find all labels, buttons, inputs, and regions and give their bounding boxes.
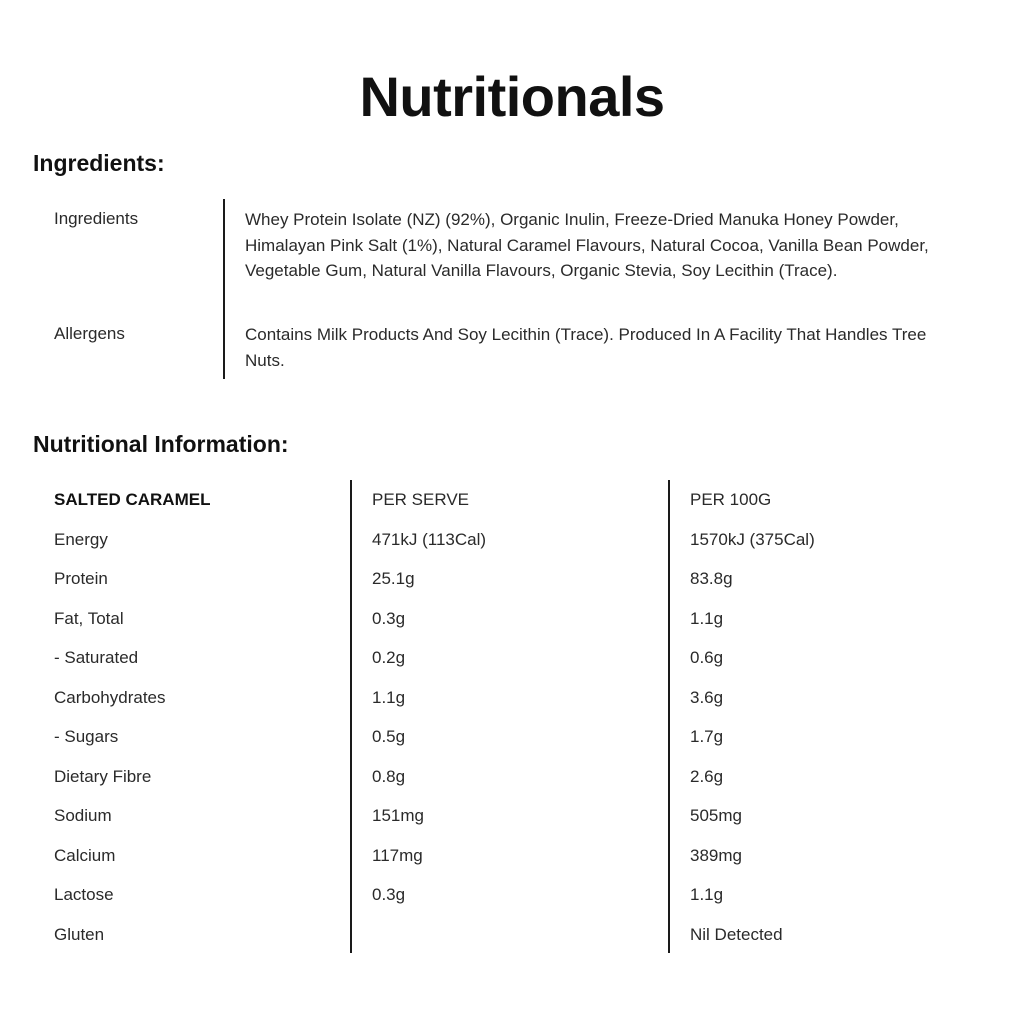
per-100g-value: Nil Detected (690, 924, 783, 944)
per-serve-value: 0.3g (372, 608, 406, 628)
page-title: Nutritionals (359, 65, 665, 128)
per-100g-value: 1570kJ (375Cal) (690, 529, 815, 549)
per-100g-value: 2.6g (690, 766, 724, 786)
per-100g-value: 505mg (690, 806, 742, 825)
per-serve-value: 25.1g (372, 569, 415, 588)
table-row (0, 640, 1024, 680)
per-serve-value: 471kJ (113Cal) (372, 529, 487, 549)
ingredients-divider (223, 199, 225, 379)
nutrient-name: - Sugars (54, 727, 119, 746)
per-serve-value: 117mg (372, 845, 423, 865)
allergens-row-label: Allergens (54, 324, 125, 343)
ingredients-heading: Ingredients: (33, 150, 165, 176)
nutrition-heading: Nutritional Information: (33, 431, 289, 457)
per-100g-value: 389mg (690, 845, 742, 865)
per-serve-value: 0.5g (372, 727, 406, 746)
nutrient-name: Energy (54, 529, 108, 549)
table-row (0, 759, 1024, 799)
per-100g-value: 0.6g (690, 648, 724, 667)
table-row (0, 838, 1024, 878)
nutrient-name: Gluten (54, 924, 105, 944)
ingredients-row-text: Whey Protein Isolate (NZ) (92%), Organic Inulin, Freeze-Dried Manuka Honey Powder, Himalayan Pink Salt (1%), Natural Caramel Flavours, Natural Cocoa, Vanilla Bean Powder, Vegetable Gum, Natural Vanilla Flavours, Organic Stevia, Soy Lecithin (Trace). (245, 210, 929, 280)
per-100g-value: 3.6g (690, 687, 724, 707)
nutrient-name: Carbohydrates (54, 687, 166, 707)
nutrient-name: Sodium (54, 806, 112, 825)
nutrition-table (0, 482, 1024, 956)
allergens-row-text: Contains Milk Products And Soy Lecithin (Trace). Produced In A Facility That Handles Tree Nuts. (245, 325, 927, 370)
nutrient-name: Lactose (54, 885, 114, 904)
nutrition-table-header (0, 482, 1024, 522)
nutrient-name: Protein (54, 569, 108, 588)
table-row (0, 561, 1024, 601)
nutrient-name: Calcium (54, 845, 116, 865)
table-row (0, 798, 1024, 838)
per-100g-value: 1.1g (690, 885, 724, 904)
per-100g-value: 1.1g (690, 608, 724, 628)
table-row (0, 877, 1024, 917)
table-row (0, 917, 1024, 957)
per-serve-value: 1.1g (372, 687, 406, 707)
per-100g-value: 1.7g (690, 727, 724, 746)
per-serve-value: 0.2g (372, 648, 406, 667)
per-serve-value: 151mg (372, 806, 424, 825)
nutrient-name: Fat, Total (54, 608, 124, 628)
per-serve-value: 0.8g (372, 766, 406, 786)
flavour-name: SALTED CARAMEL (54, 490, 211, 509)
per-serve-header: PER SERVE (372, 490, 470, 509)
nutrient-name: - Saturated (54, 648, 139, 667)
table-row (0, 601, 1024, 641)
per-100g-header: PER 100G (690, 490, 772, 509)
table-row (0, 680, 1024, 720)
nutrient-name: Dietary Fibre (54, 766, 152, 786)
ingredients-row-label: Ingredients (54, 209, 139, 228)
table-row (0, 719, 1024, 759)
per-serve-value: 0.3g (372, 885, 406, 904)
per-100g-value: 83.8g (690, 569, 733, 588)
table-row (0, 522, 1024, 562)
